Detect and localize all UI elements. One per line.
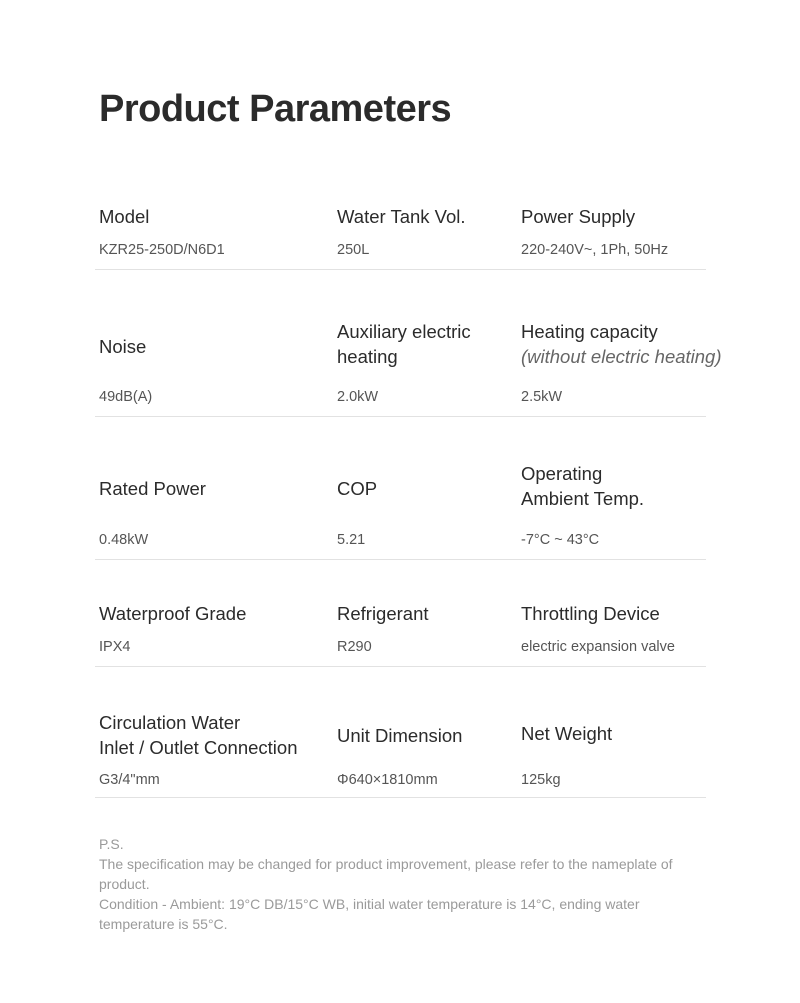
spec-row-4 bbox=[95, 596, 706, 667]
spec-label: Waterproof Grade bbox=[99, 603, 247, 624]
spec-value: electric expansion valve bbox=[521, 639, 675, 655]
spec-label: Power Supply bbox=[521, 206, 636, 227]
spec-value: 49dB(A) bbox=[99, 389, 153, 405]
spec-label-line2: heating bbox=[337, 346, 398, 367]
spec-label-note: (without electric heating) bbox=[521, 346, 722, 367]
spec-value: 125kg bbox=[521, 772, 561, 788]
spec-value: 220-240V~, 1Ph, 50Hz bbox=[521, 242, 669, 258]
spec-value: 5.21 bbox=[337, 532, 366, 548]
spec-row-3 bbox=[95, 460, 706, 560]
spec-label-line1: Circulation Water bbox=[99, 712, 241, 733]
spec-label: Refrigerant bbox=[337, 603, 429, 624]
footnotes bbox=[99, 834, 699, 934]
spec-value: 0.48kW bbox=[99, 532, 149, 548]
spec-value: G3/4"mm bbox=[99, 772, 160, 788]
spec-label: COP bbox=[337, 478, 378, 499]
spec-label: Noise bbox=[99, 336, 147, 357]
spec-label: Rated Power bbox=[99, 478, 206, 499]
spec-value: 2.0kW bbox=[337, 389, 379, 405]
footnote-heading: P.S. bbox=[99, 836, 124, 852]
page-title: Product Parameters bbox=[99, 88, 452, 130]
spec-label: Net Weight bbox=[521, 723, 613, 744]
spec-row-5 bbox=[95, 708, 706, 798]
spec-label-line1: Operating bbox=[521, 463, 603, 484]
spec-label: Model bbox=[99, 206, 150, 227]
spec-value: Φ640×1810mm bbox=[337, 772, 438, 788]
spec-label: Water Tank Vol. bbox=[337, 206, 466, 227]
spec-label: Throttling Device bbox=[521, 603, 660, 624]
spec-label-line1: Auxiliary electric bbox=[337, 321, 471, 342]
spec-value: IPX4 bbox=[99, 639, 131, 655]
footnote-condition: Condition - Ambient: 19°C DB/15°C WB, initial water temperature is 14°C, ending water temperature is 55°C. bbox=[99, 896, 640, 932]
spec-value: KZR25-250D/N6D1 bbox=[99, 242, 225, 258]
spec-label-line2: Ambient Temp. bbox=[521, 488, 645, 509]
spec-label-line2: Inlet / Outlet Connection bbox=[99, 737, 298, 758]
spec-value: 250L bbox=[337, 242, 370, 258]
footnote-specification: The specification may be changed for product improvement, please refer to the nameplate of product. bbox=[99, 856, 673, 892]
spec-label: Unit Dimension bbox=[337, 725, 463, 746]
spec-value: 2.5kW bbox=[521, 389, 563, 405]
spec-value: R290 bbox=[337, 639, 372, 655]
spec-row-2 bbox=[95, 318, 722, 417]
spec-row-1 bbox=[95, 198, 706, 270]
spec-label-line1: Heating capacity bbox=[521, 321, 658, 342]
spec-value: -7°C ~ 43°C bbox=[521, 532, 600, 548]
